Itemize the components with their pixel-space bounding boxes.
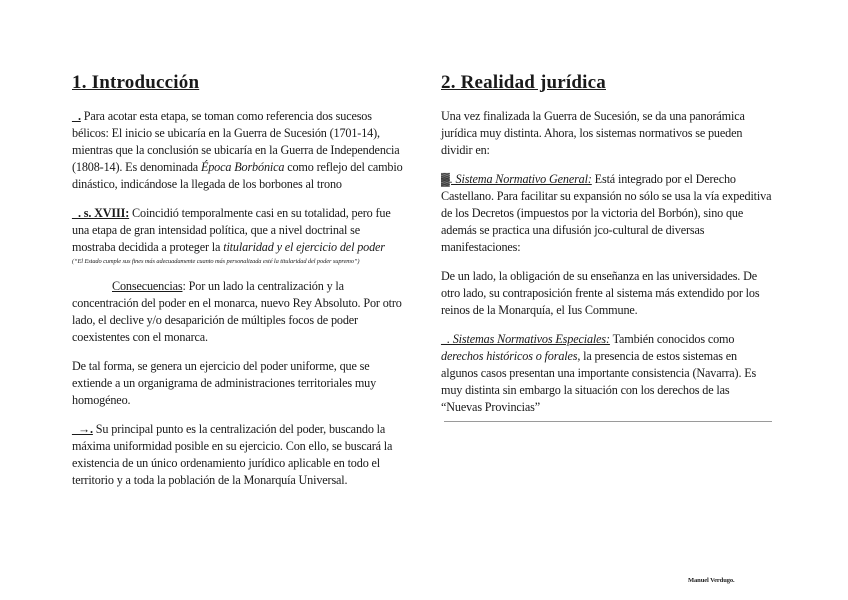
paragraph-text: Está integrado por el Derecho Castellano. Para facilitar su expansión no sólo se usa la vía expeditiva de los Decretos (impuestos por la victoria del Borbón), sino que además se practica una difusión jco-cultural de diversas manifestaciones: <box>441 172 772 254</box>
paragraph-context <box>72 108 404 193</box>
paragraph-marker: _. Sistemas Normativos Especiales: <box>441 332 610 346</box>
paragraph-text: De tal forma, se genera un ejercicio del poder uniforme, que se extiende a un organigrama de administraciones territoriales muy homogéneo. <box>72 359 377 407</box>
italic-term: Época Borbónica <box>200 160 285 174</box>
paragraph-tail: como reflejo del cambio dinástico, indicándose la llegada de los borbones al trono <box>72 160 403 191</box>
horizontal-divider <box>444 421 772 422</box>
paragraph-marker: _→. <box>72 422 93 436</box>
italic-term: derechos históricos o forales <box>441 349 578 363</box>
footnote-quote: (“El Estado cumple sus fines más adecuadamente cuanto más personalizada esté la titularidad del poder supremo”) <box>72 258 360 265</box>
paragraph-text: Una vez finalizada la Guerra de Sucesión, se da una panorámica jurídica muy distinta. Ahora, los sistemas normativos se pueden dividir en: <box>441 109 745 157</box>
paragraph-consecuencias <box>72 278 404 346</box>
paragraph-panoramica <box>441 108 773 159</box>
section-heading-realidad-juridica: 2. Realidad jurídica <box>441 72 606 93</box>
paragraph-text: De un lado, la obligación de su enseñanza en las universidades. De otro lado, su contraposición frente al sistema más extendido por los reinos de la Monarquía, el Ius Commune. <box>441 269 760 317</box>
section-heading-introduccion: 1. Introducción <box>72 72 200 93</box>
paragraph-uniformidad <box>72 358 404 409</box>
left-column <box>72 72 404 501</box>
paragraph-text: Coincidió temporalmente casi en su totalidad, pero fue una etapa de gran intensidad política, que a nivel doctrinal se mostraba decidida a proteger la <box>72 206 391 254</box>
paragraph-text: También conocidos como <box>609 332 735 346</box>
paragraph-marker: Consecuencias <box>112 279 183 293</box>
paragraph-tail: , la presencia de estos sistemas en algunos casos presentan una importante consistencia (Navarra). Es muy distinta sin embargo la situación con los derechos de las “Nuevas Provincias” <box>441 349 757 414</box>
author-footer: Manuel Verdugo. <box>688 577 735 584</box>
paragraph-marker: ▓. Sistema Normativo General: <box>441 172 592 186</box>
paragraph-marker: _. s. XVIII: <box>72 206 130 220</box>
paragraph-text: Para acotar esta etapa, se toman como referencia dos sucesos bélicos: El inicio se ubicaría en la Guerra de Sucesión (1701-14), mientras que la conclusión se ubicaría en la Guerra de Independencia (1808-14). Es denominada <box>72 109 400 174</box>
italic-term: titularidad y el ejercicio del poder <box>223 240 385 254</box>
right-column <box>441 72 773 428</box>
paragraph-ensenanza <box>441 268 773 319</box>
paragraph-text: : Por un lado la centralización y la concentración del poder en el monarca, nuevo Rey Absoluto. Por otro lado, el declive y/o desaparición de múltiples focos de poder coexistentes con el monarca. <box>72 279 402 344</box>
paragraph-sistemas-especiales <box>441 331 773 416</box>
paragraph-siglo-xviii <box>72 205 404 266</box>
paragraph-text: Su principal punto es la centralización del poder, buscando la máxima uniformidad posible en su ejercicio. Con ello, se buscará la existencia de un único ordenamiento jurídico aplicable en todo el territorio y a toda la población de la Monarquía Universal. <box>72 422 393 487</box>
paragraph-centralizacion <box>72 421 404 489</box>
paragraph-sistema-general <box>441 171 773 256</box>
paragraph-marker: _. <box>72 109 81 123</box>
